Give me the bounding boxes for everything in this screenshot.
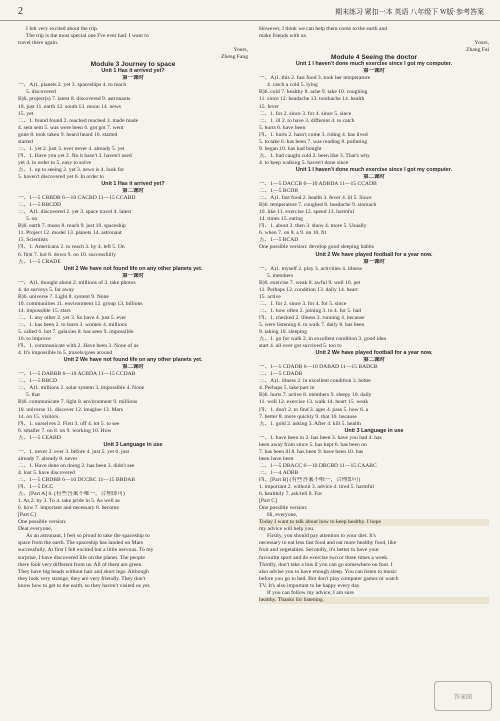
section-heading: 第一课时 xyxy=(122,272,144,279)
answer-line: 二、1. Have done on doing 2. has been 3. didn't see xyxy=(18,462,135,469)
answer-line: 四、1. Americans 2. to reach 3. by 4. left 5. On xyxy=(18,244,125,251)
answer-line: 6. healthily 7. ask/tell 8. For xyxy=(259,491,323,498)
answer-line: 4. Perhaps 5. take part in xyxy=(259,385,315,392)
answer-line: 5. hurts 6. have been xyxy=(259,124,306,131)
section-heading: Unit 1 I haven't done much exercise since I got my computer. xyxy=(295,61,453,68)
answer-line: 四、1. about 2. then 3. show 4. more 5. Usually xyxy=(259,223,367,230)
answer-line: 14. on 15. visitors xyxy=(18,413,59,420)
answer-line: 五、1—5 BCAD xyxy=(259,237,299,244)
answer-line: 6. how 7. important and necessary 8. become xyxy=(18,505,119,512)
answer-line: 9. taking 10. sleeping xyxy=(259,329,308,336)
answer-line: 四、1. communicate with 2. Have been 3. None of us xyxy=(18,343,139,350)
answer-line: 三、1. has been 2. to learn 3. women 4. millions xyxy=(18,321,127,328)
answer-line: Yours, xyxy=(474,40,489,47)
answer-line: 10. communities 11. environment 12. group 13. billions xyxy=(18,300,143,307)
answer-line: 一、1. have been in 2. has been 3. have you had 4. has xyxy=(259,434,382,441)
section-heading: Unit 1 I haven't done much exercise since I got my computer. xyxy=(295,166,453,173)
answer-line: 二、1. found found 2. reached reached 3. made made xyxy=(18,117,139,124)
answer-line: 1. As 2. by 3. To 4. take pride in 5. As well as xyxy=(18,498,120,505)
answer-line: 五、1. up to seeing 2. yet 3. news is 4. look for xyxy=(18,166,125,173)
answer-line: 4. to keep walking 5. haven't done since xyxy=(259,159,349,166)
answer-line: 10. just 11. earth 12. south 13. moon 14. news xyxy=(18,103,121,110)
answer-line: [Part C] xyxy=(259,498,277,505)
answer-line: gone 8. took taken 9. heard heard 10. started xyxy=(18,131,118,138)
section-heading: Module 3 Journey to space xyxy=(90,61,176,69)
answer-line: 四、1. don't 2. to find 3. ages 4. pass 5. how 6. a xyxy=(259,406,369,413)
right-column xyxy=(259,26,489,604)
answer-line: 1. important 2. without 3. advice 4. tired 5. harmful xyxy=(259,484,374,491)
answer-line: 一、1. never 2. ever 3. before 4. just 5. yet 6. just xyxy=(18,448,130,455)
answer-line: 三、A)1. illness 2. in excellent condition 3. better xyxy=(259,378,372,385)
section-heading: Unit 1 Has it arrived yet? xyxy=(101,181,165,188)
section-heading: 第二课时 xyxy=(122,188,144,195)
answer-line: 11. since 12. headache 13. toothache 14. health xyxy=(259,96,365,103)
answer-line: 四、1. Have you yet 2. No it hasn't 3. haven't used xyxy=(18,152,132,159)
answer-line: 三、A)1. fast food 2. health 3. fever 4. ill 5. Since xyxy=(259,195,372,202)
answer-line: 5. discovered xyxy=(26,89,56,96)
answer-line: They have big heads without hair and short legs. Although xyxy=(18,568,149,575)
answer-line: fruit and vegetables. Secondly, it's better to have your xyxy=(259,547,379,554)
answer-line: One possible version: xyxy=(18,519,67,526)
header-title: 期末练习 紧扣一本 英语 八年级下 W版·参考答案 xyxy=(335,8,484,16)
answer-line: Yours, xyxy=(233,47,248,54)
answer-line: 一、1—5 CDADB 6—10 DABAD 11—15 BADCB xyxy=(259,364,378,371)
answer-line: 一、A)1. this 2. fast food 3. took her temperature xyxy=(259,75,371,82)
answer-line: been away from since 5. has kept 6. has been on xyxy=(259,441,367,448)
section-heading: 第二课时 xyxy=(363,357,385,364)
answer-line: The trip is the most special one I've ever had. I want to xyxy=(26,33,149,40)
answer-line: Thirdly, don't take a bus if you can go somewhere on foot. I xyxy=(259,561,393,568)
answer-line: 15. fever xyxy=(259,103,279,110)
answer-line: 三、1. ill 2. to have 3. different 4. to catch xyxy=(259,117,355,124)
answer-line: start 4. all over got survived 5. too to xyxy=(259,343,342,350)
answer-line: As an astronaut, I feel so proud to take the spaceship to xyxy=(26,533,150,540)
answer-line: B)6. exercise 7. weak 8. awful 9. well 10. pet xyxy=(259,279,361,286)
answer-line: However, I think we can help them come to the earth and xyxy=(259,26,388,32)
watermark-stamp: 答案圈 xyxy=(434,681,492,711)
answer-line: 一、1—5 DABBB 6—10 ACBDA 11—15 CCDAB xyxy=(18,371,136,378)
section-heading: Unit 2 We have played football for a year now. xyxy=(315,350,433,357)
answer-line: 四、1. ourselves 2. First 3. off 4. lot 5. to see xyxy=(18,420,120,427)
answer-line: 一、1—5 CBBDB 6—10 CACBD 11—15 CCABD xyxy=(18,195,136,202)
left-column xyxy=(18,26,248,590)
answer-line: 15. yet xyxy=(18,110,34,117)
answer-line: 二、1. any other 2. yet 3. So have 4. just 5. ever xyxy=(18,314,127,321)
answer-line: 11. Project 12. model 13. planets 14. astronaut xyxy=(18,230,122,237)
answer-line: 5. on xyxy=(26,216,38,223)
answer-line: Zheng Fang xyxy=(221,54,248,61)
answer-line: 二、1—5 BBCDD xyxy=(18,202,62,209)
answer-line: before you go to bed. But don't play computer games or watch xyxy=(259,575,399,582)
section-heading: Unit 3 Language in use xyxy=(103,441,163,448)
answer-line: 四、1. hurts 2. hasn't come 3. riding 4. has lived xyxy=(259,131,368,138)
answer-line: [Part C] xyxy=(18,512,36,519)
answer-line: also advise you to have enough sleep. You can listen to music xyxy=(259,568,397,575)
answer-line: 一、A)1. planets 2. yet 3. spaceships 4. to reach xyxy=(18,82,127,89)
answer-line: necessary to eat less fast food and eat more healthy food, like xyxy=(259,540,397,547)
section-heading: 第二课时 xyxy=(363,173,385,180)
answer-line: 三、A)1. discovered 2. yet 3. space travel 4. latest xyxy=(18,209,132,216)
answer-line: 四、[Part B] (有些答案不唯一，合理即可) xyxy=(259,477,361,483)
page-header xyxy=(0,6,500,21)
section-heading: Unit 2 We have not found life on any other planets yet. xyxy=(63,357,203,364)
answer-line: B)6. project(s) 7. latest 8. discovered 9. astronauts xyxy=(18,96,131,103)
answer-line: 三、1—5 CBDBB 6—10 DCCBC 11—15 BBDAB xyxy=(18,477,136,483)
answer-line: 10. universe 11. discover 12. imagine 13. Mars xyxy=(18,406,123,413)
answer-line: 9. began 10. has had bought xyxy=(259,145,322,152)
answer-line: One possible version: develop good sleeping habits xyxy=(259,244,374,251)
answer-line: 14. impossible 15. stars xyxy=(18,307,71,314)
answer-line: Firstly, you should pay attention to your diet. It's xyxy=(267,533,376,540)
answer-line: 二、1—5 BBCD xyxy=(18,378,58,385)
answer-line: 4. sent sent 5. was were been 6. got got 7. went xyxy=(18,124,124,131)
answer-line: 四、1—5 DCC xyxy=(18,484,54,491)
answer-line: 三、1. yet 2. just 3. ever never 4. already 5. yet xyxy=(18,145,125,152)
answer-line: surprise, I have discovered life on the planet. The people xyxy=(18,554,145,561)
answer-line: already 7. already 8. never xyxy=(18,455,78,462)
answer-line: started xyxy=(18,138,33,145)
answer-line: 11. Perhaps 12. condition 13. daily 14. heart xyxy=(259,286,358,293)
answer-line: TV. It's also important to be happy every day. xyxy=(259,582,361,589)
answer-line: been have been xyxy=(259,455,294,462)
answer-line: 15. active xyxy=(259,293,281,300)
answer-line: yet 4. in order to 5. easy to solve xyxy=(18,159,92,166)
section-heading: 第一课时 xyxy=(122,75,144,82)
answer-line: 二、1—5 DBACC 6—10 DBCBD 11—15 CAABC xyxy=(259,462,377,469)
answer-line: One possible version: xyxy=(259,505,308,512)
answer-line: 二、1. for 2. since 3. for 4. since 5. since xyxy=(259,110,352,117)
answer-line: 6. smaller 7. on 8. on 9. working 10. How xyxy=(18,427,112,434)
answer-line: 5. to take 6. has been 7. was reading 8. polluting xyxy=(259,138,368,145)
answer-line: 5. were listening 6. to walk 7. daily 8. has been xyxy=(259,321,365,328)
answer-line: 11. well 12. exercise 13. walk 14. heart 15. weak xyxy=(259,399,369,406)
answer-line: make friends with us. xyxy=(259,33,308,40)
answer-line: 14. times 15. eating xyxy=(259,216,303,223)
answer-line: 五、1—5 CEABD xyxy=(18,434,61,441)
answer-line: my advice will help you. xyxy=(259,526,315,533)
answer-line: 5. called 6. hot 7. galaxies 8. has seen 9. impossible xyxy=(18,329,134,336)
answer-line: space from the earth. The spaceship has landed on Mars xyxy=(18,540,144,547)
answer-line: 7. better 8. more quickly 9. that 10. because xyxy=(259,413,357,420)
answer-line: B)6. earth 7. moon 8. reach 9. just 10. spaceship xyxy=(18,223,126,230)
answer-line: 4. catch a cold 5. lying xyxy=(267,82,318,89)
answer-line: 五、1. go for walk 2. in excellent condition 3. good idea xyxy=(259,336,386,343)
answer-line: B)6. communicate 7. light 8. environment 9. millions xyxy=(18,399,138,406)
answer-line: B)6. cold 7. healthy 8. ache 9. take 10. coughing xyxy=(259,89,368,96)
section-heading: 第一课时 xyxy=(363,258,385,265)
section-heading: Unit 3 Language in use xyxy=(344,427,404,434)
answer-line: 5. haven't discovered yet 6. In order to xyxy=(18,173,104,180)
answer-line: 一、A)1. thought about 2. millions of 3. take photos xyxy=(18,279,136,286)
answer-line: I felt very excited about the trip. xyxy=(26,26,99,32)
answer-line: If you can follow my advice, I am sure xyxy=(267,589,354,596)
section-heading: Unit 2 We have not found life on any other planets yet. xyxy=(63,265,203,272)
section-heading: Unit 1 Has it arrived yet? xyxy=(101,68,165,75)
answer-line: Hi, everyone, xyxy=(267,512,298,519)
answer-line: 5. that xyxy=(26,392,40,399)
answer-line: 三、1. how often 2. joining 3. to 4. for 5. had xyxy=(259,307,362,314)
answer-line: 二、1—5 BCDB xyxy=(259,188,299,195)
answer-line: Today I want to talk about how to keep healthy. I hope xyxy=(259,519,489,526)
section-heading: Module 4 Seeing the doctor xyxy=(330,54,418,62)
answer-line: B)6. temperature 7. coughed 8. headache 9. stomach xyxy=(259,202,377,209)
answer-line: 二、1. for 2. since 3. for 4. for 5. since xyxy=(259,300,347,307)
answer-line: 五、1. had caught cold 2. been like 3. That's why xyxy=(259,152,370,159)
answer-line: 二、1—5 CDADB xyxy=(259,371,303,378)
section-heading: 第二课时 xyxy=(122,364,144,371)
answer-line: 15. Scientists xyxy=(18,237,48,244)
answer-line: 三、A)1. millions 2. solar system 3. impossible 4. None xyxy=(18,385,145,392)
answer-line: 五、[Part A] 6. (有些答案不唯一，合理即可) xyxy=(18,491,125,498)
answer-line: 四、1. checked 2. illness 3. running 4. because xyxy=(259,314,365,321)
answer-line: 三、1—4 ADBB xyxy=(259,469,299,476)
answer-line: 五、1—5 CRADE xyxy=(18,258,61,265)
answer-line: know how to get to the earth, so they haven't visited us yet. xyxy=(18,582,151,589)
answer-line: 4. It's impossible to 5. travels/goes around xyxy=(18,350,113,357)
page-number: 2 xyxy=(18,6,23,17)
answer-line: favourite sport and do exercise two or three times a week. xyxy=(259,554,389,561)
answer-line: 4. lost 5. have discovered xyxy=(18,469,75,476)
answer-line: travel there again. xyxy=(18,40,59,47)
answer-line: successfully. At first I felt excited but a little nervous. To my xyxy=(18,547,154,554)
answer-line: 10. to improve xyxy=(18,336,51,343)
answer-line: 4. do surveys 5. far away xyxy=(18,286,75,293)
answer-line: 五、1. gold 2. asking 3. After 4. kill 5. health xyxy=(259,420,361,427)
answer-line: Dear everyone, xyxy=(18,526,53,533)
answer-line: 6. first 7. hot 8. down 9. on 10. successfully xyxy=(18,251,116,258)
answer-line: 5. members xyxy=(267,272,294,279)
answer-line: Zhang Fai xyxy=(466,47,489,54)
answer-line: B)6. universe 7. Light 8. system 9. None xyxy=(18,293,109,300)
answer-line: there look very different from us. All of them are green. xyxy=(18,561,143,568)
answer-line: 6. when 7. on 8. a 9. on 10. fit xyxy=(259,230,327,237)
section-heading: Unit 2 We have played football for a year now. xyxy=(315,251,433,258)
answer-line: 一、1—5 DACCB 6—10 ADBDA 11—15 CCADB xyxy=(259,181,377,188)
answer-line: 10. like 11. exercise 12. spend 13. harmful xyxy=(259,209,355,216)
answer-line: 一、A)1. myself 2. play 3. activities 4. illness xyxy=(259,265,363,272)
answer-line: healthy. Thanks for listening. xyxy=(259,597,489,604)
answer-line: B)6. hurts 7. active 8. members 9. sleepy 10. daily xyxy=(259,392,372,399)
section-heading: 第一课时 xyxy=(363,68,385,75)
answer-line: they look very strange, they are very friendly. They don't xyxy=(18,575,146,582)
answer-line: 7. has been ill 8. has been 9. have been 10. has xyxy=(259,448,364,455)
